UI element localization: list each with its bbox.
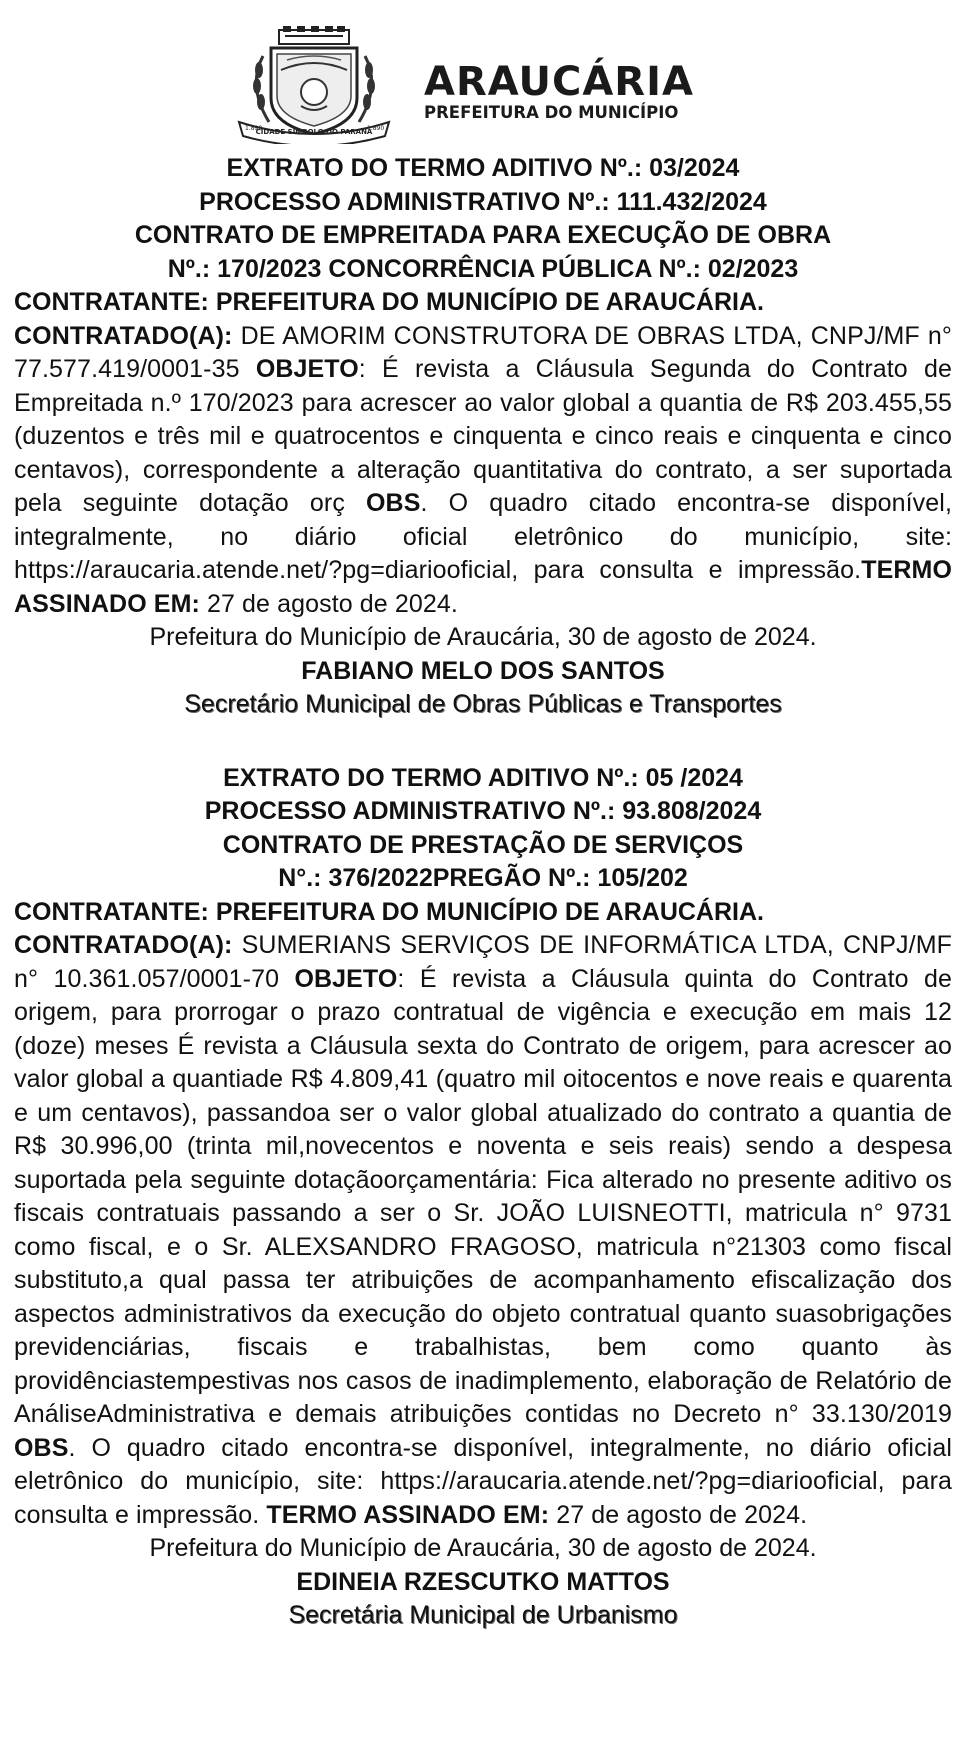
extract-title-line: CONTRATO DE PRESTAÇÃO DE SERVIÇOS: [222, 830, 744, 859]
signer-name: FABIANO MELO DOS SANTOS: [301, 656, 665, 685]
objeto-text: : É revista a Cláusula Segunda do Contrato de Empreitada n.º 170/2023 para acrescer ao valor global a quantia de R$ 203.455,55 (duzentos e três mil e quatrocentos e cinquenta e cinco reais e cinquenta e cinco centavos), correspondente a alteração quantitativa do contrato, a ser suportada pela seguinte dotação orç: [14, 355, 952, 517]
page-header: [14, 0, 952, 152]
contratante-line: CONTRATANTE: PREFEITURA DO MUNICÍPIO DE ARAUCÁRIA.: [14, 897, 764, 926]
termo-label: TERMO ASSINADO EM:: [14, 556, 952, 618]
extract-title-line: EXTRATO DO TERMO ADITIVO Nº.: 03/2024: [226, 154, 740, 182]
place-date: Prefeitura do Município de Araucária, 30 de agosto de 2024.: [149, 1534, 817, 1562]
objeto-label: OBJETO: [294, 964, 398, 993]
brand-name: ARAUCÁRIA: [424, 59, 694, 105]
obs-label: OBS: [366, 489, 421, 517]
extract-section-2: [14, 762, 952, 1633]
obs-text: . O quadro citado encontra-se disponível, integralmente, no diário oficial eletrônico do município, site: https://araucaria.atende.net/?pg=diariooficial, para consulta e impressão.: [14, 1433, 952, 1529]
section-divider: [14, 722, 952, 762]
svg-text:CIDADE SÍMBOLO DO PARANÁ: CIDADE SÍMBOLO DO PARANÁ: [255, 128, 373, 136]
signer-name: EDINEIA RZESCUTKO MATTOS: [296, 1567, 670, 1596]
place-date: Prefeitura do Município de Araucária, 30 de agosto de 2024.: [149, 623, 817, 651]
extract-body: [14, 320, 952, 622]
contratado-label: CONTRATADO(A):: [14, 931, 233, 959]
svg-text:1.890: 1.890: [245, 125, 263, 132]
obs-text: . O quadro citado encontra-se disponível, integralmente, no diário oficial eletrônico do município, site: https://araucaria.atende.net/?pg=diariooficial, para consulta e impressão.: [14, 489, 952, 584]
extract-section-1: [14, 152, 952, 722]
objeto-text: : É revista a Cláusula quinta do Contrato de origem, para prorrogar o prazo contratual de vigência e execução em mais 12 (doze) meses É revista a Cláusula sexta do Contrato de origem, para acrescer ao valor global a quantiade R$ 4.809,41 (quatro mil oitocentos e nove reais e quarenta e um centavos), passandoa ser o valor global atualizado do contrato a quantia de R$ 30.996,00 (trinta mil,novecentos e noventa e seis reais) sendo a despesa suportada pela seguinte dotaçãoorçamentária: Fica alterado no presente aditivo os fiscais contratuais passando a ser o Sr. JOÃO LUISNEOTTI, matricula n° 9731 como fiscal, e o Sr. ALEXSANDRO FRAGOSO, matricula n°21303 como fiscal substituto,a qual passa ter atribuições de acompanhamento efiscalização dos aspectos administrativos da execução do objeto contratual quanto suasobrigações previdenciárias, fiscais e trabalhistas, bem como quanto às providênciastempestivas nos casos de inadimplemento, elaboração de Relatório de AnáliseAdministrativa e demais atribuições contidas no Decreto n° 33.130/2019: [14, 964, 952, 1428]
extract-body: [14, 929, 952, 1532]
document-page: [14, 0, 952, 1633]
extract-title-line: CONTRATO DE EMPREITADA PARA EXECUÇÃO DE OBRA: [134, 221, 832, 249]
signer-role: Secretário Municipal de Obras Públicas e Transportes: [184, 690, 782, 718]
extract-title-line: PROCESSO ADMINISTRATIVO Nº.: 111.432/2024: [199, 187, 767, 216]
contratado-text: SUMERIANS SERVIÇOS DE INFORMÁTICA LTDA, CNPJ/MF n° 10.361.057/0001-70: [14, 931, 952, 993]
svg-text:1.890: 1.890: [367, 125, 385, 132]
signer-role: Secretária Municipal de Urbanismo: [288, 1601, 678, 1629]
extract-title-line: N°.: 376/2022PREGÃO Nº.: 105/202: [278, 864, 688, 892]
obs-label: OBS: [14, 1433, 69, 1462]
extract-title-line: EXTRATO DO TERMO ADITIVO Nº.: 05 /2024: [223, 763, 743, 792]
termo-label: TERMO ASSINADO EM:: [266, 1500, 550, 1529]
termo-text: 27 de agosto de 2024.: [549, 1500, 808, 1529]
extract-title-line: PROCESSO ADMINISTRATIVO Nº.: 93.808/2024: [204, 797, 762, 825]
brand-block: [424, 59, 694, 123]
contratante-line: CONTRATANTE: PREFEITURA DO MUNICÍPIO DE ARAUCÁRIA.: [14, 288, 764, 316]
objeto-label: OBJETO: [255, 355, 359, 383]
termo-text: 27 de agosto de 2024.: [199, 589, 458, 618]
contratado-text: DE AMORIM CONSTRUTORA DE OBRAS LTDA, CNPJ/MF n° 77.577.419/0001-35: [14, 321, 952, 383]
municipal-crest-icon: [229, 26, 399, 144]
brand-subtitle: PREFEITURA DO MUNICÍPIO: [424, 103, 679, 122]
extract-title-line: Nº.: 170/2023 CONCORRÊNCIA PÚBLICA Nº.: 02/2023: [167, 254, 799, 283]
contratado-label: CONTRATADO(A):: [14, 321, 233, 350]
